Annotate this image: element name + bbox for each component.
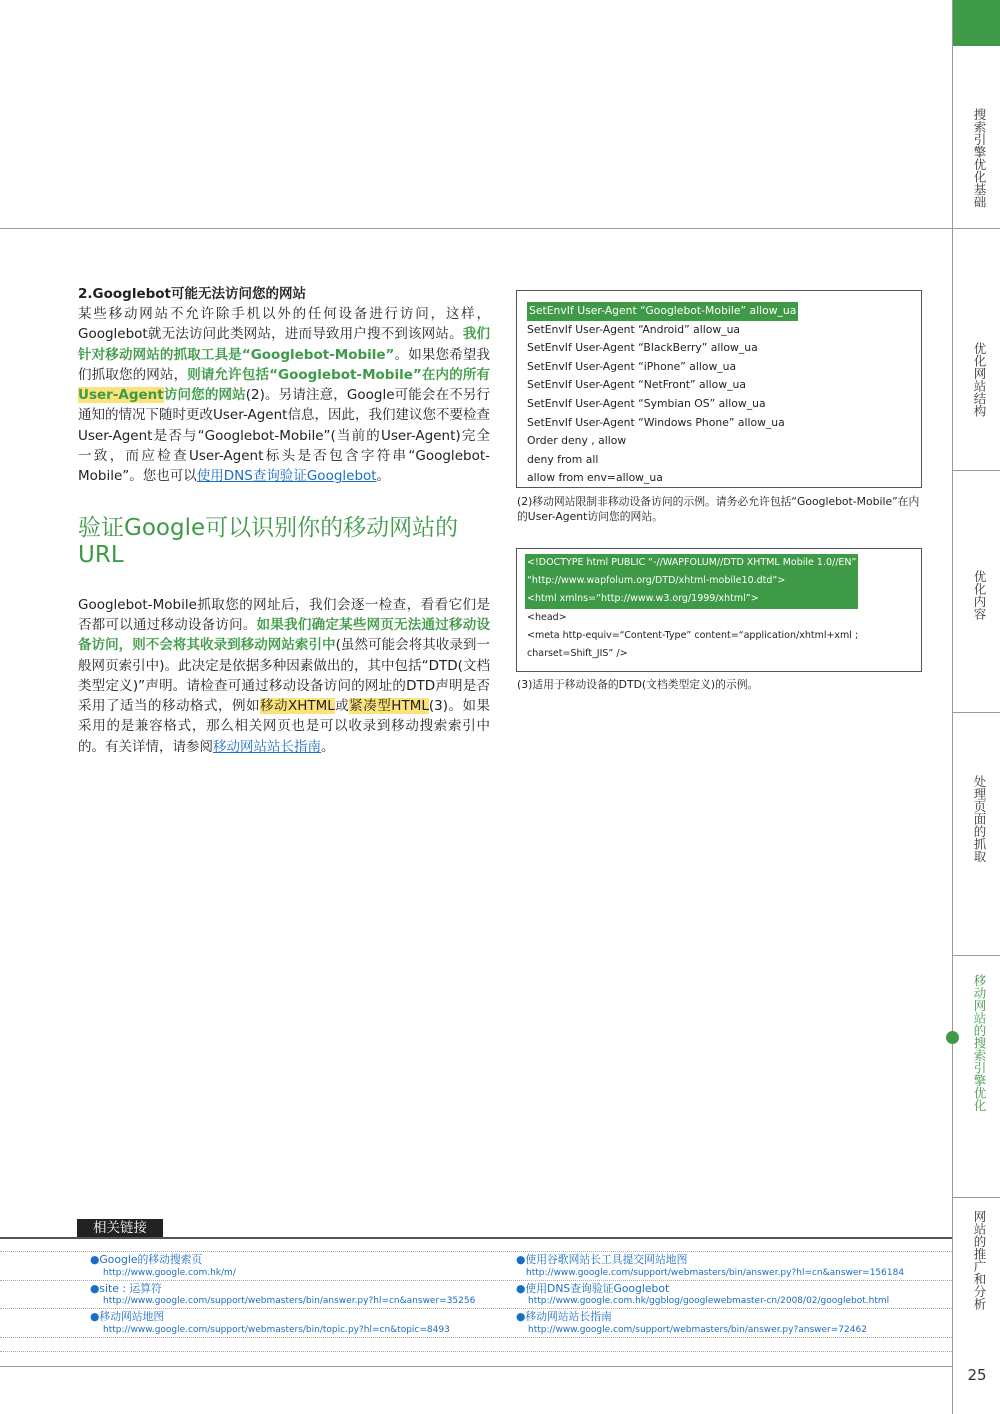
side-divider xyxy=(952,0,953,1414)
related-link-title[interactable] xyxy=(90,1310,164,1323)
top-rule xyxy=(0,228,952,229)
side-tab-crawling[interactable]: 处理页面的抓取 xyxy=(972,775,987,863)
mobile-webmaster-guide-link[interactable]: 移动网站站长指南 xyxy=(213,738,321,755)
related-link-url[interactable]: http://www.google.com.hk/ggblog/googlewebmaster-cn/2008/02/googlebot.html xyxy=(528,1296,890,1306)
code-line-highlighted: SetEnvIf User-Agent “Googlebot-Mobile” allow_ua xyxy=(527,302,798,321)
bullet-icon: ● xyxy=(90,1253,100,1266)
code-line: charset=Shift_JIS” /> xyxy=(527,648,628,660)
code-example-box xyxy=(516,290,922,488)
side-tab-promotion[interactable]: 网站的推广和分析 xyxy=(972,1210,987,1310)
link-text[interactable]: 使用DNS查询验证Googlebot xyxy=(525,1282,670,1295)
code-line: Order deny , allow xyxy=(527,434,627,448)
link-text[interactable]: 移动网站站长指南 xyxy=(525,1310,612,1323)
text-run: (3)。如果采用的是兼容格式，那么相关网页也是可以收录到移动搜索索引中的。有关详情，请参阅 xyxy=(78,698,490,755)
code-line: SetEnvIf User-Agent “NetFront” allow_ua xyxy=(527,378,746,392)
code-line: allow from env=allow_ua xyxy=(527,471,663,485)
bullet-icon: ● xyxy=(90,1310,100,1323)
text-run: 。 xyxy=(376,468,391,485)
related-link-url[interactable]: http://www.google.com.hk/m/ xyxy=(103,1268,236,1278)
code-highlight-block xyxy=(525,554,858,609)
link-text[interactable]: site : 运算符 xyxy=(99,1282,162,1295)
side-tab-content[interactable]: 优化内容 xyxy=(972,570,987,620)
dotted-rule xyxy=(0,1308,952,1309)
related-link-title[interactable] xyxy=(516,1253,687,1266)
emphasis-text: 则请允许包括“Googlebot-Mobile”在内的所有 xyxy=(187,366,490,383)
page-number: 25 xyxy=(967,1366,987,1384)
figure-caption: (2)移动网站限制非移动设备访问的示例。请务必允许包括“Googlebot-Mobile”在内的User-Agent访问您的网站。 xyxy=(517,495,920,523)
section-paragraph xyxy=(78,595,490,757)
link-text[interactable]: 移动网站地图 xyxy=(99,1310,165,1323)
bullet-icon: ● xyxy=(516,1282,526,1295)
dotted-rule xyxy=(0,1251,952,1252)
bullet-icon: ● xyxy=(90,1282,100,1295)
code-line: deny from all xyxy=(527,452,599,466)
side-tab-separator xyxy=(953,955,1000,956)
side-tab-site-structure[interactable]: 优化网站结构 xyxy=(972,342,987,417)
text-run: 。如果您希望我们抓取您的网站， xyxy=(78,346,491,383)
code-line: <head> xyxy=(527,611,567,623)
related-link-title[interactable] xyxy=(516,1310,612,1323)
text-run: (2)。另请注意，Google可能会在不另行通知的情况下随时更改User-Agent信息，因此，我们建议您不要检查User-Agent是否与“Googlebot-Mobile”(当前的User-Agent)完全一致，而应检查User-Agent标头是否包含字符串“Googlebot-Mobile”。您也可以 xyxy=(78,387,491,485)
link-text[interactable]: 使用谷歌网站长工具提交网站地图 xyxy=(525,1253,688,1266)
figure-caption: (3)适用于移动设备的DTD(文档类型定义)的示例。 xyxy=(517,678,759,691)
section-heading: 2.Googlebot可能无法访问您的网站 xyxy=(78,286,306,302)
side-tab-separator xyxy=(953,228,1000,229)
code-line: <meta http-equiv=“Content-Type” content=“application/xhtml+xml ; xyxy=(527,629,859,641)
code-line: SetEnvIf User-Agent “Windows Phone” allow_ua xyxy=(527,415,785,429)
highlighted-term: 移动XHTML xyxy=(259,698,335,715)
related-links-rule xyxy=(0,1237,952,1239)
side-tab-strip xyxy=(952,0,1000,1414)
dotted-rule xyxy=(0,1337,952,1338)
side-tab-mobile-seo[interactable]: 移动网站的搜索引擎优化 xyxy=(972,974,987,1112)
emphasis-text: 如果我们确定某些网页无法通过移动设备访问，则不会将其收录到移动网站索引中 xyxy=(78,616,491,654)
related-link-title[interactable] xyxy=(516,1282,669,1295)
side-tab-separator xyxy=(953,470,1000,471)
dotted-rule xyxy=(0,1280,952,1281)
bullet-icon: ● xyxy=(516,1310,526,1323)
highlighted-term: 紧凑型HTML xyxy=(349,698,429,715)
code-line: <html xmlns=“http://www.w3.org/1999/xhtml”> xyxy=(527,593,759,605)
side-tab-separator xyxy=(953,1197,1000,1198)
emphasis-text: 我们针对移动网站的抓取工具是“Googlebot-Mobile” xyxy=(78,326,491,363)
related-link-url[interactable]: http://www.google.com/support/webmasters/bin/topic.py?hl=cn&topic=8493 xyxy=(103,1325,450,1335)
code-line: <!DOCTYPE html PUBLIC “-//WAPFOLUM//DTD XHTML Mobile 1.0//EN” xyxy=(527,557,857,568)
bottom-rule xyxy=(0,1366,952,1367)
related-links-tab: 相关链接 xyxy=(77,1219,163,1238)
side-tab-separator xyxy=(953,712,1000,713)
text-run: Googlebot-Mobile抓取您的网址后，我们会逐一检查，看看它们是否都可以通过移动设备访问。 xyxy=(78,596,490,633)
code-line: SetEnvIf User-Agent “BlackBerry” allow_ua xyxy=(527,341,758,355)
related-link-url[interactable]: http://www.google.com/support/webmasters/bin/answer.py?answer=72462 xyxy=(528,1325,867,1335)
link-text[interactable]: Google的移动搜索页 xyxy=(99,1253,203,1266)
text-run: 。 xyxy=(321,738,335,755)
side-tab-cap xyxy=(953,0,1000,46)
related-link-title[interactable] xyxy=(90,1282,162,1295)
dotted-rule xyxy=(0,1351,952,1352)
emphasis-text: 访问您的网站 xyxy=(163,387,246,404)
dns-verify-link[interactable]: 使用DNS查询验证Googlebot xyxy=(196,468,377,485)
code-example-box xyxy=(516,548,922,672)
code-line: SetEnvIf User-Agent “Symbian OS” allow_ua xyxy=(527,396,766,410)
side-tab-seo-basics[interactable]: 搜索引擎优化基础 xyxy=(972,108,987,208)
text-run: (虽然可能会将其收录到一般网页索引中)。此决定是依据多种因素做出的，其中包括“DTD(文档类型定义)”声明。请检查可通过移动设备访问的网址的DTD声明是否采用了适当的移动格式，例如 xyxy=(78,637,490,715)
text-run: 某些移动网站不允许除手机以外的任何设备进行访问，这样，Googlebot就无法访问此类网站，进而导致用户搜不到该网站。 xyxy=(78,306,490,343)
bullet-icon: ● xyxy=(516,1253,526,1266)
related-link-title[interactable] xyxy=(90,1253,202,1266)
related-link-url[interactable]: http://www.google.com/support/webmasters/bin/answer.py?hl=cn&answer=156184 xyxy=(526,1268,905,1278)
code-line: SetEnvIf User-Agent “iPhone” allow_ua xyxy=(527,359,737,373)
section-title: 验证Google可以识别你的移动网站的URL xyxy=(78,514,459,568)
code-line: SetEnvIf User-Agent “Android” allow_ua xyxy=(527,322,741,336)
main-text-column xyxy=(78,284,490,757)
section-paragraph xyxy=(78,304,490,487)
code-line: “http://www.wapfolum.org/DTD/xhtml-mobile10.dtd”> xyxy=(527,575,786,587)
highlighted-emphasis: User-Agent xyxy=(78,387,164,404)
related-link-url[interactable]: http://www.google.com/support/webmasters/bin/answer.py?hl=cn&answer=35256 xyxy=(103,1296,476,1306)
active-tab-dot xyxy=(946,1031,959,1044)
text-run: 或 xyxy=(334,698,350,715)
